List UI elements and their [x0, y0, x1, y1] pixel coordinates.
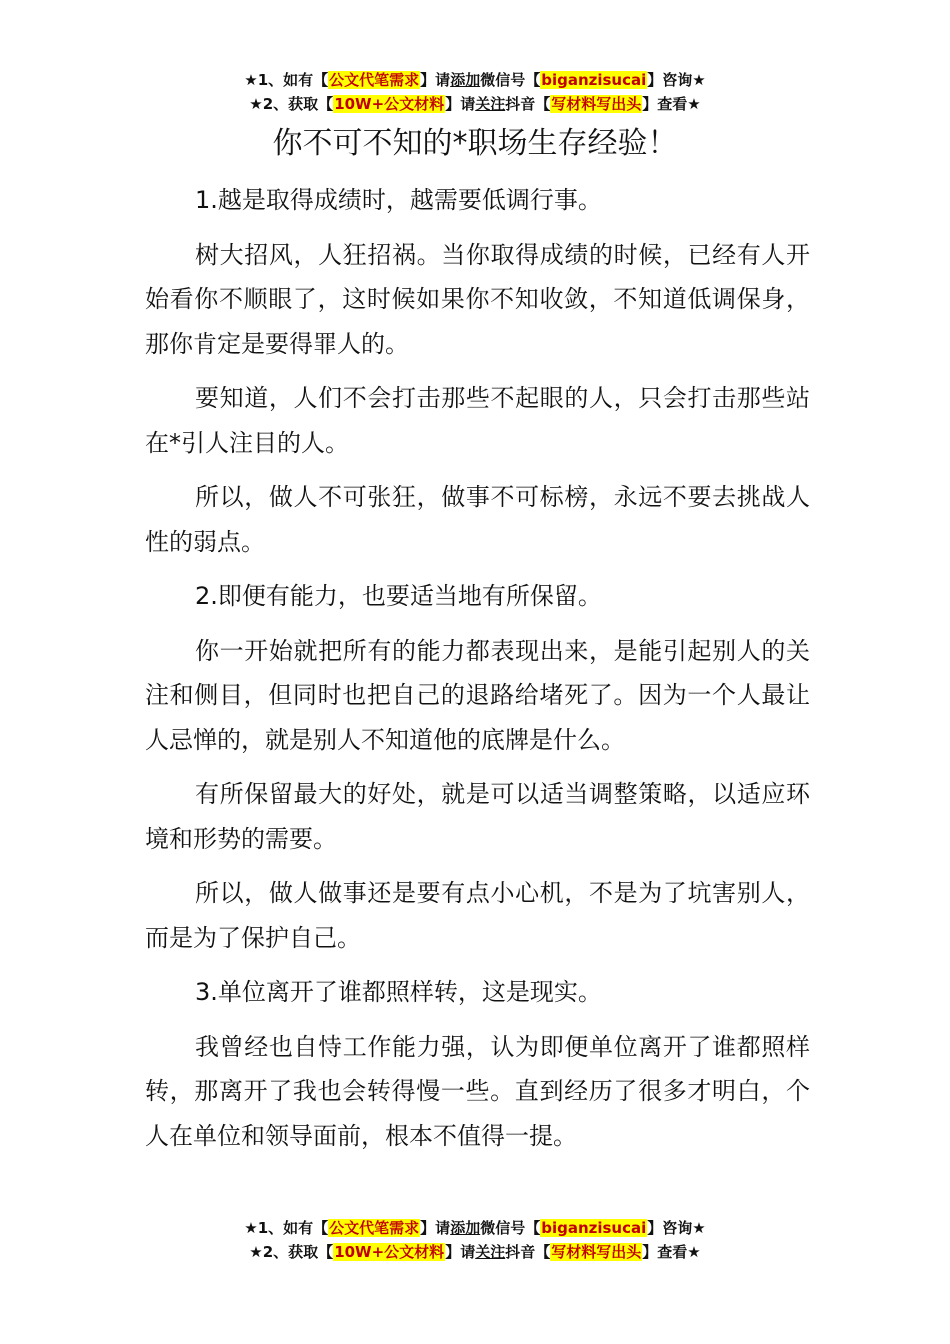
promo-text: 抖音【 [505, 95, 551, 113]
page-title: 你不可不知的*职场生存经验！ [272, 126, 678, 161]
promo-text: 】请 [445, 95, 476, 113]
paragraph: 你一开始就把所有的能力都表现出来，是能引起别人的关注和侧目，但同时也把自己的退路给堵死了。因为一个人最让人忌惮的，就是别人不知道他的底牌是什么。 [145, 636, 810, 754]
promo-text: ★2、获取【 [249, 1243, 334, 1261]
promo-text: 微信号【 [480, 1219, 541, 1237]
promo-line-2 [0, 1240, 950, 1264]
promo-text: 微信号【 [480, 71, 541, 89]
promo-text: 】请 [445, 1243, 476, 1261]
paragraph: 所以，做人不可张狂，做事不可标榜，永远不要去挑战人性的弱点。 [145, 483, 810, 556]
article-body [145, 178, 810, 1168]
top-promo-banner [0, 68, 950, 116]
promo-highlight: 公文代笔需求 [329, 71, 420, 89]
paragraph: 我曾经也自恃工作能力强，认为即便单位离开了谁都照样转，那离开了我也会转得慢一些。直到经历了很多才明白，个人在单位和领导面前，根本不值得一提。 [145, 1032, 810, 1150]
promo-text: 】查看★ [642, 95, 701, 113]
promo-text: 】查看★ [642, 1243, 701, 1261]
promo-highlight: 10W+公文材料 [334, 1243, 445, 1261]
promo-text: ★1、如有【 [244, 1219, 329, 1237]
paragraph: 有所保留最大的好处，就是可以适当调整策略，以适应环境和形势的需要。 [145, 780, 810, 853]
paragraph: 所以，做人做事还是要有点小心机，不是为了坑害别人，而是为了保护自己。 [145, 879, 810, 952]
promo-text: 】咨询★ [647, 71, 706, 89]
promo-highlight: 公文代笔需求 [329, 1219, 420, 1237]
paragraph-heading-3: 3.单位离开了谁都照样转，这是现实。 [195, 978, 602, 1006]
promo-line-1 [0, 1216, 950, 1240]
promo-line-1 [0, 68, 950, 92]
promo-text: 】请 [420, 71, 451, 89]
promo-underline: 添加 [450, 1219, 481, 1237]
paragraph-heading-1: 1.越是取得成绩时，越需要低调行事。 [195, 186, 602, 214]
promo-douyin-account: 写材料写出头 [551, 1243, 642, 1261]
promo-wechat-id: biganzisucai [541, 71, 647, 89]
promo-douyin-account: 写材料写出头 [551, 95, 642, 113]
promo-underline: 关注 [475, 1243, 506, 1261]
paragraph: 要知道，人们不会打击那些不起眼的人，只会打击那些站在*引人注目的人。 [145, 384, 810, 457]
promo-text: 】咨询★ [647, 1219, 706, 1237]
promo-text: ★2、获取【 [249, 95, 334, 113]
paragraph-heading-2: 2.即便有能力，也要适当地有所保留。 [195, 582, 602, 610]
promo-text: ★1、如有【 [244, 71, 329, 89]
promo-highlight: 10W+公文材料 [334, 95, 445, 113]
promo-text: 】请 [420, 1219, 451, 1237]
bottom-promo-banner [0, 1216, 950, 1264]
promo-line-2 [0, 92, 950, 116]
promo-underline: 添加 [450, 71, 481, 89]
promo-text: 抖音【 [505, 1243, 551, 1261]
promo-underline: 关注 [475, 95, 506, 113]
promo-wechat-id: biganzisucai [541, 1219, 647, 1237]
paragraph: 树大招风，人狂招祸。当你取得成绩的时候，已经有人开始看你不顺眼了，这时候如果你不知收敛，不知道低调保身，那你肯定是要得罪人的。 [145, 240, 810, 358]
